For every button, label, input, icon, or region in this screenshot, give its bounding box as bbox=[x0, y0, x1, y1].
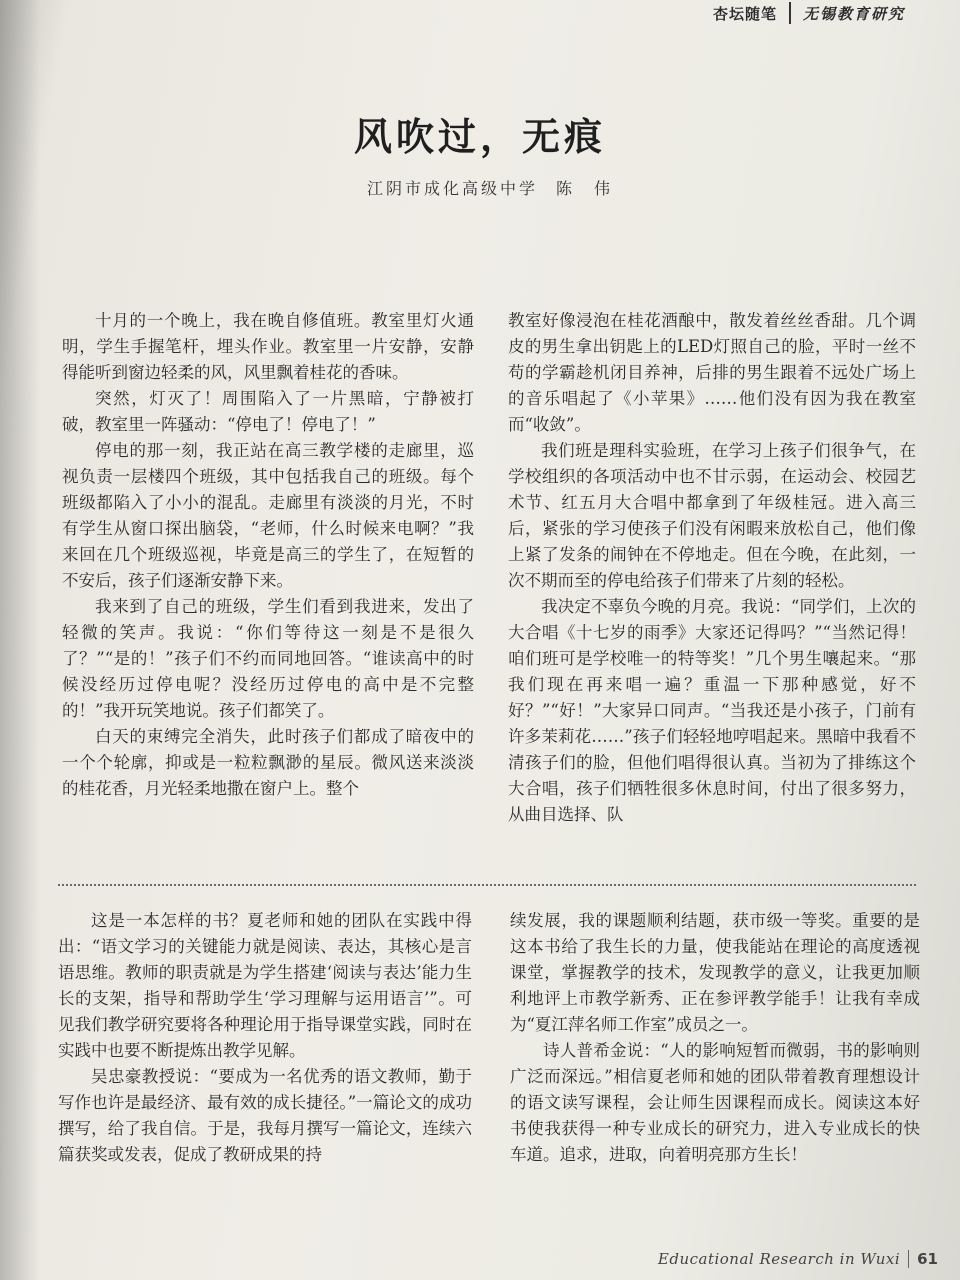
paragraph: 我来到了自己的班级，学生们看到我进来，发出了轻微的笑声。我说：“你们等待这一刻是不是很久了？”“是的！”孩子们不约而同地回答。“谁读高中的时候没经历过停电呢？没经历过停电的高中是不完整的！”我开玩笑地说。孩子们都笑了。 bbox=[62, 597, 474, 720]
page-footer bbox=[658, 1250, 938, 1268]
upper-left-column bbox=[62, 308, 474, 802]
upper-right-column bbox=[508, 308, 916, 828]
paragraph: 我决定不辜负今晚的月亮。我说：“同学们，上次的大合唱《十七岁的雨季》大家还记得吗？”“当然记得！咱们班可是学校唯一的特等奖！”几个男生嚷起来。“那我们现在再来唱一遍？重温一下那种感觉，好不好？”“好！”大家异口同声。“当我还是小孩子，门前有许多茉莉花……”孩子们轻轻地哼唱起来。黑暗中我看不清孩子们的脸，但他们唱得很认真。当初为了排练这个大合唱，孩子们牺牲很多休息时间，付出了很多努力，从曲目选择、队 bbox=[508, 597, 916, 824]
article-title: 风吹过，无痕 bbox=[353, 114, 606, 159]
footer-divider bbox=[908, 1250, 909, 1268]
paragraph-continued: 教室好像浸泡在桂花酒酿中，散发着丝丝香甜。几个调皮的男生拿出钥匙上的LED灯照自己的脸，平时一丝不苟的学霸趁机闭目养神，后排的男生跟着不远处广场上的音乐唱起了《小苹果》……他们没有因为我在教室而“收敛”。 bbox=[508, 311, 916, 434]
paragraph: 我们班是理科实验班，在学习上孩子们很争气，在学校组织的各项活动中也不甘示弱，在运动会、校园艺术节、红五月大合唱中都拿到了年级桂冠。进入高三后，紧张的学习使孩子们没有闲暇来放松自己，他们像上紧了发条的闹钟在不停地走。但在今晚，在此刻，一次不期而至的停电给孩子们带来了片刻的轻松。 bbox=[508, 441, 916, 590]
paragraph-continued: 续发展，我的课题顺利结题，获市级一等奖。重要的是这本书给了我生长的力量，使我能站在理论的高度透视课堂，掌握教学的技术，发现教学的意义，让我更加顺利地评上市教学新秀、正在参评教学能手！让我有幸成为“夏江萍名师工作室”成员之一。 bbox=[510, 911, 920, 1034]
paragraph: 停电的那一刻，我正站在高三教学楼的走廊里，巡视负责一层楼四个班级，其中包括我自己的班级。每个班级都陷入了小小的混乱。走廊里有淡淡的月光，不时有学生从窗口探出脑袋，“老师，什么时候来电啊？”我来回在几个班级巡视，毕竟是高三的学生了，在短暂的不安后，孩子们逐渐安静下来。 bbox=[62, 441, 474, 590]
journal-name: Educational Research in Wuxi bbox=[657, 1250, 901, 1268]
author-name: 陈 伟 bbox=[556, 179, 614, 198]
paragraph: 这是一本怎样的书？夏老师和她的团队在实践中得出：“语文学习的关键能力就是阅读、表达，其核心是言语思维。教师的职责就是为学生搭建‘阅读与表达’能力生长的支架，指导和帮助学生‘学习理解与运用语言’”。可见我们教学研究要将各种理论用于指导课堂实践，同时在实践中也要不断提炼出教学见解。 bbox=[58, 911, 472, 1060]
magazine-name: 无锡教育研究 bbox=[802, 4, 905, 23]
running-header bbox=[713, 0, 905, 26]
paragraph: 诗人普希金说：“人的影响短暂而微弱，书的影响则广泛而深远。”相信夏老师和她的团队带着教育理想设计的语文读写课程，会让师生因课程而成长。阅读这本好书使我获得一种专业成长的研究力，进入专业成长的快车道。追求，进取，向着明亮那方生长！ bbox=[510, 1041, 920, 1164]
lower-left-column bbox=[58, 908, 472, 1168]
paragraph: 十月的一个晚上，我在晚自修值班。教室里灯火通明，学生手握笔杆，埋头作业。教室里一片安静，安静得能听到窗边轻柔的风，风里飘着桂花的香味。 bbox=[62, 311, 474, 382]
page-number: 61 bbox=[917, 1250, 938, 1268]
section-label: 杏坛随笔 bbox=[712, 4, 777, 23]
paragraph: 吴忠豪教授说：“要成为一名优秀的语文教师，勤于写作也许是最经济、最有效的成长捷径。”一篇论文的成功撰写，给了我自信。于是，我每月撰写一篇论文，连续六篇获奖或发表，促成了教研成果的持 bbox=[58, 1067, 472, 1164]
paragraph: 突然，灯灭了！周围陷入了一片黑暗，宁静被打破，教室里一阵骚动：“停电了！停电了！” bbox=[62, 389, 474, 434]
header-divider bbox=[789, 2, 791, 24]
author-school: 江阴市成化高级中学 bbox=[366, 179, 538, 198]
section-divider bbox=[58, 884, 916, 886]
paragraph: 白天的束缚完全消失，此时孩子们都成了暗夜中的一个个轮廓，抑或是一粒粒飘渺的星辰。微风送来淡淡的桂花香，月光轻柔地撒在窗户上。整个 bbox=[62, 727, 474, 798]
byline bbox=[0, 176, 960, 199]
lower-right-column bbox=[510, 908, 920, 1168]
